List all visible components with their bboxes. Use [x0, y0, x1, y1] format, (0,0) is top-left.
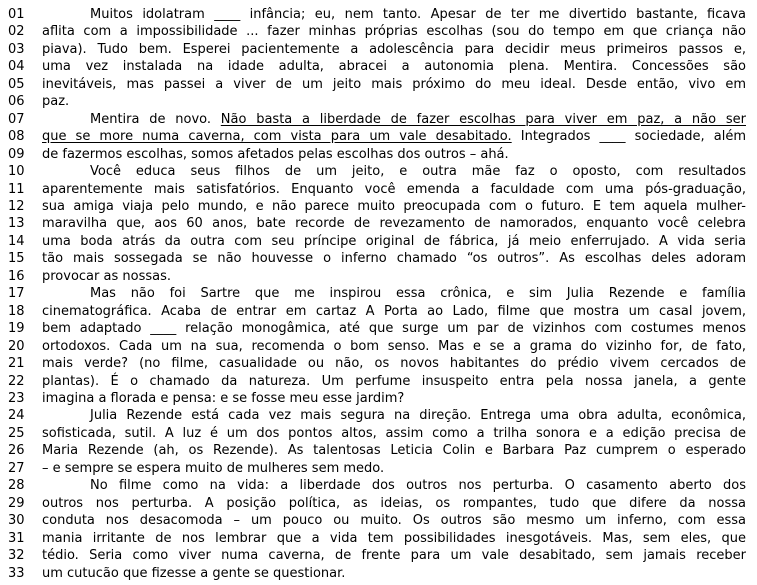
text-line [8, 530, 746, 547]
text-line [8, 495, 746, 512]
text-segment: sofisticada, sutil. A luz é um dos pontos altos, assim como a trilha sonora e a edição precisa de [42, 425, 746, 441]
line-number: 04 [8, 59, 25, 75]
underlined-text: que se more numa caverna, com vista para um vale desabitado. [42, 129, 512, 145]
text-line [8, 146, 746, 163]
line-text [42, 442, 746, 459]
line-text [42, 233, 746, 250]
text-segment: – e sempre se espera muito de mulheres sem medo. [42, 460, 385, 476]
line-number: 14 [8, 233, 25, 249]
line-number: 27 [8, 460, 25, 476]
line-text [42, 93, 746, 110]
line-text [42, 390, 746, 407]
line-number: 01 [8, 7, 25, 22]
text-line [8, 512, 746, 529]
line-number: 06 [8, 94, 25, 110]
text-segment: tédio. Seria como viver numa caverna, de frente para um vale desabitado, sem jamais receber [42, 548, 746, 564]
text-line [8, 181, 746, 198]
line-number: 07 [8, 111, 25, 127]
line-text [42, 128, 746, 145]
line-number: 33 [8, 565, 25, 581]
line-number: 30 [8, 513, 25, 529]
text-line [8, 215, 746, 232]
line-number: 24 [8, 408, 25, 424]
text-segment: uma boda atrás da outra com seu príncipe original de fábrica, já meio enferrujado. A vida seria [42, 233, 746, 249]
line-text [42, 268, 746, 285]
line-number: 05 [8, 76, 25, 92]
text-line [8, 477, 746, 494]
line-text [42, 355, 746, 372]
line-number: 18 [8, 303, 25, 319]
line-text [42, 373, 746, 390]
text-segment: cinematográfica. Acaba de entrar em cartaz A Porta ao Lado, filme que mostra um casal jovem, [42, 303, 746, 319]
text-line [8, 250, 746, 267]
line-number: 22 [8, 373, 25, 389]
line-number: 29 [8, 495, 25, 511]
text-segment: mania irritante de nos lembrar que a vida tem possibilidades inesgotáveis. Mas, sem eles, que [42, 530, 746, 546]
text-line [8, 460, 746, 477]
text-line [8, 163, 746, 180]
line-text [42, 495, 746, 512]
text-segment: Maria Rezende (ah, os Rezende). As talentosas Leticia Colin e Barbara Paz cumprem o esperado [42, 443, 746, 459]
line-number: 02 [8, 24, 25, 40]
text-line [8, 407, 746, 424]
text-line [8, 547, 746, 564]
line-text [42, 146, 746, 163]
text-line [8, 268, 746, 285]
text-line [8, 58, 746, 75]
line-text [42, 565, 746, 582]
line-number: 19 [8, 321, 25, 337]
text-segment: outros nos perturba. A posição política, as ideias, os rompantes, tudo que difere da nossa [42, 495, 746, 511]
line-number: 25 [8, 425, 25, 441]
text-segment: Muitos idolatram ____ infância; eu, nem tanto. Apesar de ter me divertido bastante, ficava [90, 7, 746, 22]
line-number: 12 [8, 198, 25, 214]
text-segment: aparentemente mais satisfatórios. Enquanto você emenda a faculdade com uma pós-graduação, [42, 181, 746, 197]
text-segment: ortodoxos. Cada um na sua, recomenda o bom senso. Mas e se a grama do vizinho for, de fato, [42, 338, 746, 354]
text-passage [8, 6, 746, 582]
line-text [42, 111, 746, 128]
text-segment: maravilha que, aos 60 anos, bate recorde de revezamento de namorados, enquanto você celebra [42, 216, 746, 232]
text-segment: Você educa seus filhos de um jeito, e outra mãe faz o oposto, com resultados [90, 164, 746, 180]
line-text [42, 338, 746, 355]
text-segment: de fazermos escolhas, somos afetados pelas escolhas dos outros – ahá. [42, 146, 509, 162]
line-text [42, 181, 746, 198]
line-text [42, 512, 746, 529]
text-segment: bem adaptado ____ relação monogâmica, até que surge um par de vizinhos com costumes menos [42, 321, 746, 337]
text-segment: conduta nos desacomoda – um pouco ou muito. Os outros são mesmo um inferno, com essa [42, 513, 746, 529]
text-segment: aflita com a impossibilidade ... fazer minhas próprias escolhas (sou do tempo em que criança não [42, 24, 746, 40]
underlined-text: Não basta a liberdade de fazer escolhas para viver em paz, a não ser [220, 111, 746, 127]
text-segment: sua amiga viaja pelo mundo, e não parece muito preocupada com o futuro. E tem aquela mulher- [42, 198, 746, 214]
text-segment: imagina a florada e pensa: e se fosse meu esse jardim? [42, 390, 405, 406]
line-number: 20 [8, 338, 25, 354]
line-text [42, 425, 746, 442]
text-line [8, 425, 746, 442]
line-text [42, 6, 746, 23]
text-segment: uma vez instalada na idade adulta, abracei a autonomia plena. Mentira. Concessões são [42, 59, 746, 75]
line-number: 21 [8, 356, 25, 372]
text-line [8, 565, 746, 582]
text-line [8, 111, 746, 128]
text-line [8, 128, 746, 145]
text-segment: Mas não foi Sartre que me inspirou essa crônica, e sim Julia Rezende e família [90, 286, 746, 302]
text-line [8, 303, 746, 320]
line-text [42, 547, 746, 564]
text-line [8, 355, 746, 372]
text-segment: um cutucão que fizesse a gente se questionar. [42, 565, 346, 581]
text-line [8, 285, 746, 302]
text-segment: mais verde? (no filme, casualidade ou não, os novos habitantes do prédio vivem cercados de [42, 356, 746, 372]
line-text [42, 215, 746, 232]
line-number: 03 [8, 41, 25, 57]
line-text [42, 76, 746, 93]
text-segment: provocar as nossas. [42, 268, 171, 284]
text-line [8, 76, 746, 93]
text-segment: Mentira de novo. [90, 111, 221, 127]
text-segment: Integrados ____ sociedade, além [511, 129, 746, 145]
text-segment: paz. [42, 94, 70, 110]
text-segment: Julia Rezende está cada vez mais segura na direção. Entrega uma obra adulta, econômica, [90, 408, 746, 424]
text-segment: piava). Tudo bem. Esperei pacientemente a adolescência para decidir meus primeiros passos e, [42, 41, 746, 57]
line-number: 15 [8, 251, 25, 267]
text-line [8, 6, 746, 23]
line-text [42, 477, 746, 494]
text-line [8, 41, 746, 58]
text-segment: No filme como na vida: a liberdade dos outros nos perturba. O casamento aberto dos [90, 478, 746, 494]
line-number: 16 [8, 268, 25, 284]
line-number: 28 [8, 478, 25, 494]
text-line [8, 373, 746, 390]
line-number: 32 [8, 548, 25, 564]
text-line [8, 233, 746, 250]
line-number: 08 [8, 129, 25, 145]
line-number: 17 [8, 286, 25, 302]
line-number: 26 [8, 443, 25, 459]
text-segment: inevitáveis, mas passei a viver de um jeito mais próximo do meu ideal. Desde então, vivo em [42, 76, 746, 92]
line-number: 23 [8, 390, 25, 406]
line-number: 10 [8, 164, 25, 180]
line-text [42, 285, 746, 302]
line-number: 13 [8, 216, 25, 232]
text-line [8, 390, 746, 407]
text-segment: tão mais sossegada se não houvesse o inferno chamado “os outros”. As escolhas deles adoram [42, 251, 746, 267]
line-number: 11 [8, 181, 25, 197]
text-line [8, 93, 746, 110]
line-text [42, 460, 746, 477]
line-text [42, 530, 746, 547]
line-text [42, 58, 746, 75]
line-text [42, 23, 746, 40]
text-line [8, 442, 746, 459]
line-text [42, 303, 746, 320]
line-number: 31 [8, 530, 25, 546]
line-text [42, 250, 746, 267]
text-line [8, 198, 746, 215]
text-line [8, 320, 746, 337]
text-line [8, 338, 746, 355]
text-segment: plantas). É o chamado da natureza. Um perfume insuspeito entra pela nossa janela, a gente [42, 373, 746, 389]
text-line [8, 23, 746, 40]
line-number: 09 [8, 146, 25, 162]
line-text [42, 41, 746, 58]
line-text [42, 163, 746, 180]
line-text [42, 407, 746, 424]
line-text [42, 198, 746, 215]
line-text [42, 320, 746, 337]
